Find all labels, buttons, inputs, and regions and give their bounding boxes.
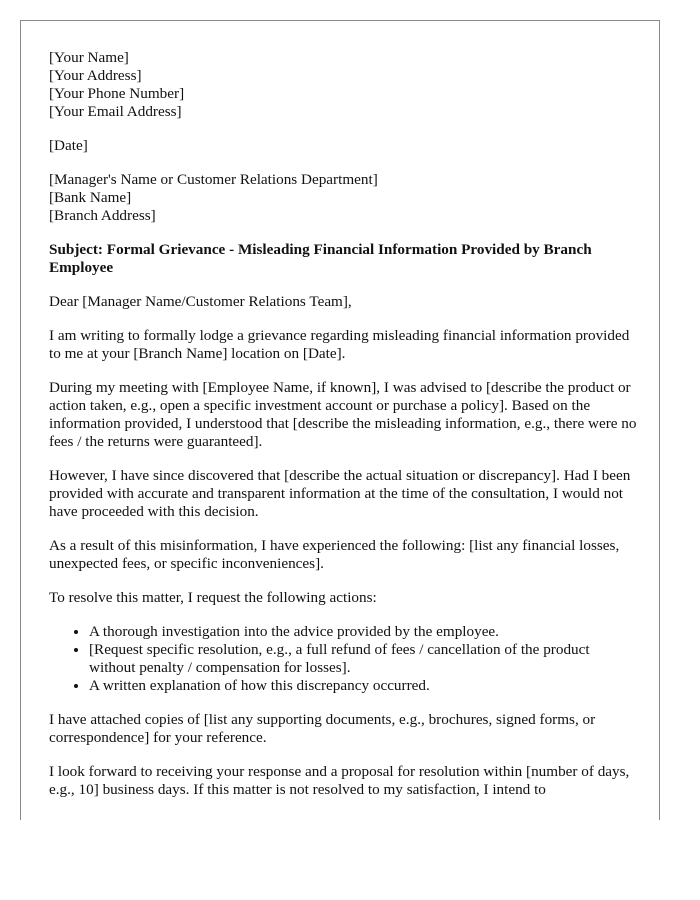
paragraph-intro: I am writing to formally lodge a grievance regarding misleading financial information provided to me at your [Branch Name] location on [Date]. xyxy=(49,327,630,362)
request-list xyxy=(49,623,639,695)
list-item: • A thorough investigation into the advice provided by the employee. xyxy=(89,623,639,641)
list-item: • A written explanation of how this discrepancy occurred. xyxy=(89,677,639,695)
letter-page xyxy=(20,20,660,820)
sender-address: [Your Address] xyxy=(49,67,142,84)
paragraph-meeting: During my meeting with [Employee Name, if known], I was advised to [describe the product or action taken, e.g., open a specific investment account or purchase a policy]. Based on the information provided, I understood that [describe the misleading information, e.g., there were no fees / the returns were guaranteed]. xyxy=(49,379,637,450)
letter-subject: Subject: Formal Grievance - Misleading Financial Information Provided by Branch Employee xyxy=(49,241,592,276)
recipient-block xyxy=(49,171,639,225)
list-item: • [Request specific resolution, e.g., a full refund of fees / cancellation of the product without penalty / compensation for losses]. xyxy=(89,641,639,677)
date-block xyxy=(49,137,639,155)
letter-date: [Date] xyxy=(49,137,88,154)
paragraph-attachments: I have attached copies of [list any supporting documents, e.g., brochures, signed forms, or correspondence] for your reference. xyxy=(49,711,596,746)
recipient-name: [Manager's Name or Customer Relations Department] xyxy=(49,171,378,188)
sender-email: [Your Email Address] xyxy=(49,103,182,120)
sender-phone: [Your Phone Number] xyxy=(49,85,185,102)
salutation: Dear [Manager Name/Customer Relations Team], xyxy=(49,293,352,310)
recipient-bank: [Bank Name] xyxy=(49,189,132,206)
paragraph-response: I look forward to receiving your response and a proposal for resolution within [number of days, e.g., 10] business days. If this matter is not resolved to my satisfaction, I intend to xyxy=(49,763,630,798)
paragraph-request-intro: To resolve this matter, I request the following actions: xyxy=(49,589,377,606)
paragraph-consequences: As a result of this misinformation, I have experienced the following: [list any financial losses, unexpected fees, or specific inconveniences]. xyxy=(49,537,620,572)
sender-block xyxy=(49,49,639,121)
paragraph-discovery: However, I have since discovered that [describe the actual situation or discrepancy]. Had I been provided with accurate and transparent information at the time of the consultation, I would not have proceeded with this decision. xyxy=(49,467,631,520)
sender-name: [Your Name] xyxy=(49,49,129,66)
letter-body xyxy=(49,49,639,815)
recipient-branch-address: [Branch Address] xyxy=(49,207,156,224)
